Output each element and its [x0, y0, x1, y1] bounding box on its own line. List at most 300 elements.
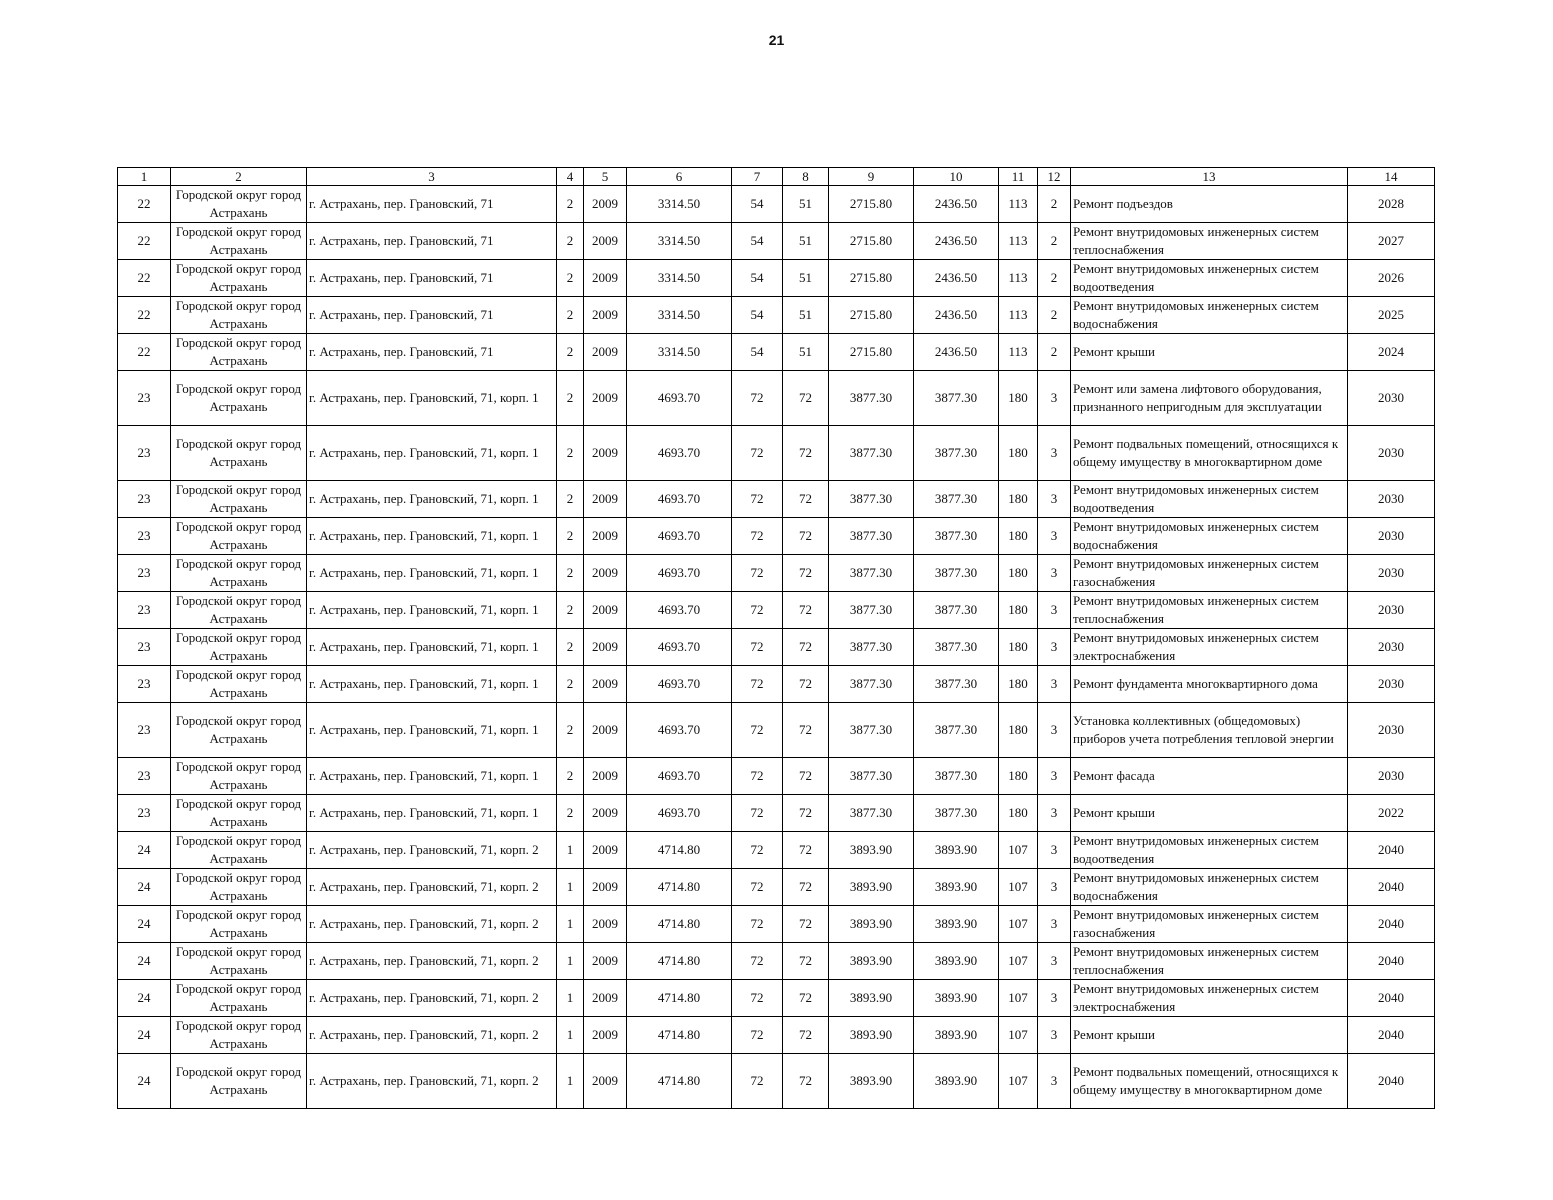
row-number-cell: 23 — [118, 758, 171, 795]
col11-cell: 180 — [999, 703, 1038, 758]
col12-cell: 2 — [1038, 186, 1071, 223]
address-cell: г. Астрахань, пер. Грановский, 71, корп. 1 — [307, 758, 557, 795]
page-number: 21 — [768, 32, 785, 48]
year-built-cell: 2009 — [584, 703, 627, 758]
municipality-cell: Городской округ город Астрахань — [171, 426, 307, 481]
col9-cell: 3877.30 — [829, 629, 914, 666]
work-type-cell: Ремонт внутридомовых инженерных систем газоснабжения — [1071, 906, 1348, 943]
row-number-cell: 24 — [118, 980, 171, 1017]
col4-cell: 2 — [557, 592, 584, 629]
col12-cell: 3 — [1038, 629, 1071, 666]
col12-cell: 3 — [1038, 518, 1071, 555]
year-built-cell: 2009 — [584, 943, 627, 980]
total-area-cell: 3314.50 — [627, 223, 732, 260]
work-type-cell: Ремонт внутридомовых инженерных систем водоснабжения — [1071, 869, 1348, 906]
total-area-cell: 4693.70 — [627, 518, 732, 555]
row-number-cell: 23 — [118, 555, 171, 592]
col11-cell: 107 — [999, 906, 1038, 943]
total-area-cell: 3314.50 — [627, 334, 732, 371]
col7-cell: 72 — [732, 592, 783, 629]
total-area-cell: 3314.50 — [627, 260, 732, 297]
total-area-cell: 4693.70 — [627, 426, 732, 481]
col10-cell: 3877.30 — [914, 758, 999, 795]
col11-cell: 180 — [999, 481, 1038, 518]
col8-cell: 72 — [783, 518, 829, 555]
planned-year-cell: 2040 — [1348, 1017, 1435, 1054]
table-body — [118, 186, 1435, 1109]
col4-cell: 1 — [557, 869, 584, 906]
planned-year-cell: 2026 — [1348, 260, 1435, 297]
table-row — [118, 260, 1435, 297]
col7-cell: 72 — [732, 1017, 783, 1054]
col10-cell: 3877.30 — [914, 592, 999, 629]
col4-cell: 2 — [557, 481, 584, 518]
col10-cell: 3893.90 — [914, 869, 999, 906]
address-cell: г. Астрахань, пер. Грановский, 71 — [307, 186, 557, 223]
col10-cell: 3893.90 — [914, 832, 999, 869]
total-area-cell: 4693.70 — [627, 629, 732, 666]
col10-cell: 3877.30 — [914, 426, 999, 481]
work-type-cell: Ремонт внутридомовых инженерных систем теплоснабжения — [1071, 592, 1348, 629]
total-area-cell: 3314.50 — [627, 186, 732, 223]
col12-cell: 3 — [1038, 1017, 1071, 1054]
col4-cell: 1 — [557, 1054, 584, 1109]
col7-cell: 72 — [732, 481, 783, 518]
col10-cell: 3877.30 — [914, 518, 999, 555]
total-area-cell: 4693.70 — [627, 481, 732, 518]
col10-cell: 2436.50 — [914, 186, 999, 223]
col9-cell: 2715.80 — [829, 297, 914, 334]
municipality-cell: Городской округ город Астрахань — [171, 1054, 307, 1109]
table-row — [118, 832, 1435, 869]
col7-cell: 54 — [732, 334, 783, 371]
year-built-cell: 2009 — [584, 186, 627, 223]
municipality-cell: Городской округ город Астрахань — [171, 297, 307, 334]
col9-cell: 3893.90 — [829, 869, 914, 906]
col11-cell: 180 — [999, 426, 1038, 481]
year-built-cell: 2009 — [584, 592, 627, 629]
col11-cell: 180 — [999, 758, 1038, 795]
col4-cell: 2 — [557, 223, 584, 260]
col11-cell: 107 — [999, 943, 1038, 980]
col11-cell: 113 — [999, 260, 1038, 297]
col12-cell: 3 — [1038, 943, 1071, 980]
work-type-cell: Ремонт внутридомовых инженерных систем водоснабжения — [1071, 518, 1348, 555]
year-built-cell: 2009 — [584, 260, 627, 297]
year-built-cell: 2009 — [584, 426, 627, 481]
municipality-cell: Городской округ город Астрахань — [171, 371, 307, 426]
address-cell: г. Астрахань, пер. Грановский, 71, корп. 2 — [307, 906, 557, 943]
table-row — [118, 943, 1435, 980]
col12-cell: 2 — [1038, 334, 1071, 371]
table-row — [118, 186, 1435, 223]
col12-cell: 3 — [1038, 906, 1071, 943]
address-cell: г. Астрахань, пер. Грановский, 71 — [307, 223, 557, 260]
column-header-6: 6 — [627, 168, 732, 186]
table-row — [118, 703, 1435, 758]
table-row — [118, 592, 1435, 629]
address-cell: г. Астрахань, пер. Грановский, 71, корп. 1 — [307, 629, 557, 666]
col11-cell: 107 — [999, 832, 1038, 869]
row-number-cell: 23 — [118, 426, 171, 481]
col4-cell: 2 — [557, 297, 584, 334]
column-header-11: 11 — [999, 168, 1038, 186]
address-cell: г. Астрахань, пер. Грановский, 71, корп. 1 — [307, 518, 557, 555]
col8-cell: 72 — [783, 795, 829, 832]
col7-cell: 72 — [732, 869, 783, 906]
table-row — [118, 1017, 1435, 1054]
total-area-cell: 4693.70 — [627, 555, 732, 592]
municipality-cell: Городской округ город Астрахань — [171, 1017, 307, 1054]
col11-cell: 107 — [999, 1054, 1038, 1109]
col11-cell: 107 — [999, 980, 1038, 1017]
row-number-cell: 23 — [118, 666, 171, 703]
col10-cell: 2436.50 — [914, 297, 999, 334]
col9-cell: 2715.80 — [829, 186, 914, 223]
row-number-cell: 24 — [118, 943, 171, 980]
col9-cell: 2715.80 — [829, 223, 914, 260]
planned-year-cell: 2024 — [1348, 334, 1435, 371]
year-built-cell: 2009 — [584, 371, 627, 426]
address-cell: г. Астрахань, пер. Грановский, 71, корп. 2 — [307, 869, 557, 906]
column-header-12: 12 — [1038, 168, 1071, 186]
planned-year-cell: 2030 — [1348, 666, 1435, 703]
col8-cell: 72 — [783, 481, 829, 518]
col4-cell: 2 — [557, 555, 584, 592]
column-header-5: 5 — [584, 168, 627, 186]
planned-year-cell: 2030 — [1348, 629, 1435, 666]
col8-cell: 72 — [783, 943, 829, 980]
col9-cell: 3877.30 — [829, 795, 914, 832]
row-number-cell: 23 — [118, 629, 171, 666]
col7-cell: 54 — [732, 297, 783, 334]
address-cell: г. Астрахань, пер. Грановский, 71, корп. 2 — [307, 832, 557, 869]
col12-cell: 3 — [1038, 795, 1071, 832]
year-built-cell: 2009 — [584, 1017, 627, 1054]
municipality-cell: Городской округ город Астрахань — [171, 629, 307, 666]
work-type-cell: Ремонт внутридомовых инженерных систем водоотведения — [1071, 260, 1348, 297]
planned-year-cell: 2030 — [1348, 371, 1435, 426]
year-built-cell: 2009 — [584, 869, 627, 906]
address-cell: г. Астрахань, пер. Грановский, 71, корп. 1 — [307, 703, 557, 758]
col8-cell: 72 — [783, 980, 829, 1017]
col10-cell: 2436.50 — [914, 334, 999, 371]
col4-cell: 2 — [557, 371, 584, 426]
column-header-2: 2 — [171, 168, 307, 186]
col12-cell: 3 — [1038, 555, 1071, 592]
col9-cell: 3893.90 — [829, 980, 914, 1017]
col8-cell: 72 — [783, 906, 829, 943]
col7-cell: 72 — [732, 555, 783, 592]
col7-cell: 72 — [732, 518, 783, 555]
municipality-cell: Городской округ город Астрахань — [171, 518, 307, 555]
col9-cell: 3877.30 — [829, 371, 914, 426]
row-number-cell: 24 — [118, 832, 171, 869]
col10-cell: 3893.90 — [914, 1054, 999, 1109]
year-built-cell: 2009 — [584, 832, 627, 869]
total-area-cell: 4714.80 — [627, 832, 732, 869]
column-header-14: 14 — [1348, 168, 1435, 186]
planned-year-cell: 2040 — [1348, 980, 1435, 1017]
address-cell: г. Астрахань, пер. Грановский, 71 — [307, 260, 557, 297]
planned-year-cell: 2027 — [1348, 223, 1435, 260]
row-number-cell: 23 — [118, 703, 171, 758]
col9-cell: 2715.80 — [829, 260, 914, 297]
year-built-cell: 2009 — [584, 334, 627, 371]
col11-cell: 180 — [999, 371, 1038, 426]
total-area-cell: 4693.70 — [627, 703, 732, 758]
column-header-7: 7 — [732, 168, 783, 186]
col8-cell: 72 — [783, 666, 829, 703]
planned-year-cell: 2040 — [1348, 943, 1435, 980]
table-row — [118, 795, 1435, 832]
table-row — [118, 906, 1435, 943]
col7-cell: 72 — [732, 1054, 783, 1109]
col7-cell: 72 — [732, 371, 783, 426]
year-built-cell: 2009 — [584, 666, 627, 703]
column-header-8: 8 — [783, 168, 829, 186]
row-number-cell: 23 — [118, 481, 171, 518]
col11-cell: 113 — [999, 334, 1038, 371]
municipality-cell: Городской округ город Астрахань — [171, 943, 307, 980]
col4-cell: 1 — [557, 832, 584, 869]
table-row — [118, 371, 1435, 426]
work-type-cell: Ремонт внутридомовых инженерных систем электроснабжения — [1071, 629, 1348, 666]
col10-cell: 3877.30 — [914, 629, 999, 666]
work-type-cell: Ремонт внутридомовых инженерных систем водоснабжения — [1071, 297, 1348, 334]
total-area-cell: 4693.70 — [627, 758, 732, 795]
col11-cell: 113 — [999, 223, 1038, 260]
work-type-cell: Ремонт внутридомовых инженерных систем водоотведения — [1071, 481, 1348, 518]
year-built-cell: 2009 — [584, 555, 627, 592]
planned-year-cell: 2025 — [1348, 297, 1435, 334]
year-built-cell: 2009 — [584, 906, 627, 943]
total-area-cell: 4693.70 — [627, 592, 732, 629]
col12-cell: 3 — [1038, 832, 1071, 869]
col9-cell: 3877.30 — [829, 426, 914, 481]
municipality-cell: Городской округ город Астрахань — [171, 481, 307, 518]
planned-year-cell: 2030 — [1348, 518, 1435, 555]
col8-cell: 72 — [783, 592, 829, 629]
municipality-cell: Городской округ город Астрахань — [171, 223, 307, 260]
col12-cell: 3 — [1038, 371, 1071, 426]
col7-cell: 72 — [732, 980, 783, 1017]
row-number-cell: 22 — [118, 297, 171, 334]
address-cell: г. Астрахань, пер. Грановский, 71, корп. 1 — [307, 666, 557, 703]
address-cell: г. Астрахань, пер. Грановский, 71, корп. 1 — [307, 481, 557, 518]
row-number-cell: 24 — [118, 1017, 171, 1054]
col10-cell: 3877.30 — [914, 703, 999, 758]
year-built-cell: 2009 — [584, 481, 627, 518]
header-row — [118, 168, 1435, 186]
table-row — [118, 758, 1435, 795]
col9-cell: 3877.30 — [829, 555, 914, 592]
address-cell: г. Астрахань, пер. Грановский, 71, корп. 2 — [307, 1054, 557, 1109]
col11-cell: 180 — [999, 666, 1038, 703]
column-header-9: 9 — [829, 168, 914, 186]
col9-cell: 3893.90 — [829, 943, 914, 980]
col11-cell: 180 — [999, 629, 1038, 666]
row-number-cell: 22 — [118, 223, 171, 260]
col9-cell: 3877.30 — [829, 592, 914, 629]
year-built-cell: 2009 — [584, 795, 627, 832]
total-area-cell: 4714.80 — [627, 943, 732, 980]
year-built-cell: 2009 — [584, 980, 627, 1017]
row-number-cell: 22 — [118, 186, 171, 223]
col10-cell: 3877.30 — [914, 371, 999, 426]
col8-cell: 72 — [783, 555, 829, 592]
col12-cell: 3 — [1038, 980, 1071, 1017]
total-area-cell: 4693.70 — [627, 795, 732, 832]
col11-cell: 113 — [999, 297, 1038, 334]
year-built-cell: 2009 — [584, 629, 627, 666]
col7-cell: 54 — [732, 260, 783, 297]
col8-cell: 51 — [783, 297, 829, 334]
col7-cell: 72 — [732, 758, 783, 795]
col8-cell: 72 — [783, 1054, 829, 1109]
row-number-cell: 23 — [118, 518, 171, 555]
work-type-cell: Ремонт крыши — [1071, 1017, 1348, 1054]
row-number-cell: 24 — [118, 906, 171, 943]
work-type-cell: Ремонт внутридомовых инженерных систем водоотведения — [1071, 832, 1348, 869]
row-number-cell: 23 — [118, 371, 171, 426]
col4-cell: 2 — [557, 518, 584, 555]
municipality-cell: Городской округ город Астрахань — [171, 869, 307, 906]
col12-cell: 3 — [1038, 666, 1071, 703]
row-number-cell: 24 — [118, 869, 171, 906]
work-type-cell: Ремонт внутридомовых инженерных систем теплоснабжения — [1071, 223, 1348, 260]
municipality-cell: Городской округ город Астрахань — [171, 666, 307, 703]
col10-cell: 3893.90 — [914, 906, 999, 943]
planned-year-cell: 2022 — [1348, 795, 1435, 832]
col12-cell: 3 — [1038, 592, 1071, 629]
table-row — [118, 980, 1435, 1017]
col4-cell: 2 — [557, 426, 584, 481]
municipality-cell: Городской округ город Астрахань — [171, 703, 307, 758]
col9-cell: 3893.90 — [829, 906, 914, 943]
col11-cell: 180 — [999, 592, 1038, 629]
col12-cell: 3 — [1038, 1054, 1071, 1109]
table-row — [118, 1054, 1435, 1109]
col12-cell: 2 — [1038, 223, 1071, 260]
planned-year-cell: 2030 — [1348, 426, 1435, 481]
year-built-cell: 2009 — [584, 223, 627, 260]
col7-cell: 72 — [732, 629, 783, 666]
municipality-cell: Городской округ город Астрахань — [171, 186, 307, 223]
work-type-cell: Ремонт внутридомовых инженерных систем теплоснабжения — [1071, 943, 1348, 980]
col9-cell: 3877.30 — [829, 758, 914, 795]
work-type-cell: Ремонт крыши — [1071, 795, 1348, 832]
col10-cell: 3893.90 — [914, 980, 999, 1017]
work-type-cell: Ремонт подвальных помещений, относящихся к общему имуществу в многоквартирном доме — [1071, 426, 1348, 481]
total-area-cell: 4714.80 — [627, 1017, 732, 1054]
table-row — [118, 334, 1435, 371]
table-row — [118, 223, 1435, 260]
col4-cell: 2 — [557, 629, 584, 666]
municipality-cell: Городской округ город Астрахань — [171, 555, 307, 592]
col4-cell: 2 — [557, 334, 584, 371]
municipality-cell: Городской округ город Астрахань — [171, 592, 307, 629]
col12-cell: 3 — [1038, 481, 1071, 518]
column-header-1: 1 — [118, 168, 171, 186]
row-number-cell: 22 — [118, 334, 171, 371]
col4-cell: 2 — [557, 186, 584, 223]
col12-cell: 3 — [1038, 869, 1071, 906]
municipality-cell: Городской округ город Астрахань — [171, 795, 307, 832]
col4-cell: 1 — [557, 980, 584, 1017]
municipality-cell: Городской округ город Астрахань — [171, 906, 307, 943]
address-cell: г. Астрахань, пер. Грановский, 71, корп. 1 — [307, 555, 557, 592]
col4-cell: 1 — [557, 1017, 584, 1054]
col10-cell: 2436.50 — [914, 223, 999, 260]
total-area-cell: 3314.50 — [627, 297, 732, 334]
col7-cell: 72 — [732, 943, 783, 980]
address-cell: г. Астрахань, пер. Грановский, 71, корп. 1 — [307, 371, 557, 426]
col11-cell: 180 — [999, 795, 1038, 832]
col10-cell: 3877.30 — [914, 795, 999, 832]
table-row — [118, 629, 1435, 666]
col4-cell: 1 — [557, 906, 584, 943]
table-row — [118, 426, 1435, 481]
col9-cell: 3893.90 — [829, 1054, 914, 1109]
address-cell: г. Астрахань, пер. Грановский, 71, корп. 2 — [307, 943, 557, 980]
col4-cell: 2 — [557, 260, 584, 297]
work-type-cell: Ремонт подвальных помещений, относящихся к общему имуществу в многоквартирном доме — [1071, 1054, 1348, 1109]
address-cell: г. Астрахань, пер. Грановский, 71 — [307, 334, 557, 371]
total-area-cell: 4714.80 — [627, 1054, 732, 1109]
col8-cell: 72 — [783, 426, 829, 481]
address-cell: г. Астрахань, пер. Грановский, 71, корп. 1 — [307, 795, 557, 832]
col9-cell: 3877.30 — [829, 666, 914, 703]
col12-cell: 3 — [1038, 703, 1071, 758]
col10-cell: 2436.50 — [914, 260, 999, 297]
work-type-cell: Ремонт внутридомовых инженерных систем электроснабжения — [1071, 980, 1348, 1017]
planned-year-cell: 2030 — [1348, 703, 1435, 758]
column-header-3: 3 — [307, 168, 557, 186]
col10-cell: 3877.30 — [914, 481, 999, 518]
col8-cell: 72 — [783, 629, 829, 666]
planned-year-cell: 2040 — [1348, 1054, 1435, 1109]
col7-cell: 54 — [732, 186, 783, 223]
col7-cell: 72 — [732, 795, 783, 832]
address-cell: г. Астрахань, пер. Грановский, 71 — [307, 297, 557, 334]
col9-cell: 3893.90 — [829, 832, 914, 869]
col8-cell: 72 — [783, 371, 829, 426]
planned-year-cell: 2028 — [1348, 186, 1435, 223]
total-area-cell: 4714.80 — [627, 869, 732, 906]
municipality-cell: Городской округ город Астрахань — [171, 980, 307, 1017]
year-built-cell: 2009 — [584, 518, 627, 555]
planned-year-cell: 2040 — [1348, 906, 1435, 943]
total-area-cell: 4714.80 — [627, 906, 732, 943]
column-header-10: 10 — [914, 168, 999, 186]
col4-cell: 1 — [557, 943, 584, 980]
row-number-cell: 22 — [118, 260, 171, 297]
col7-cell: 72 — [732, 703, 783, 758]
planned-year-cell: 2040 — [1348, 869, 1435, 906]
col12-cell: 3 — [1038, 426, 1071, 481]
col10-cell: 3893.90 — [914, 943, 999, 980]
year-built-cell: 2009 — [584, 758, 627, 795]
col9-cell: 3893.90 — [829, 1017, 914, 1054]
col10-cell: 3893.90 — [914, 1017, 999, 1054]
col9-cell: 3877.30 — [829, 518, 914, 555]
planned-year-cell: 2030 — [1348, 555, 1435, 592]
col8-cell: 72 — [783, 703, 829, 758]
col8-cell: 72 — [783, 1017, 829, 1054]
col8-cell: 51 — [783, 186, 829, 223]
work-type-cell: Ремонт фасада — [1071, 758, 1348, 795]
